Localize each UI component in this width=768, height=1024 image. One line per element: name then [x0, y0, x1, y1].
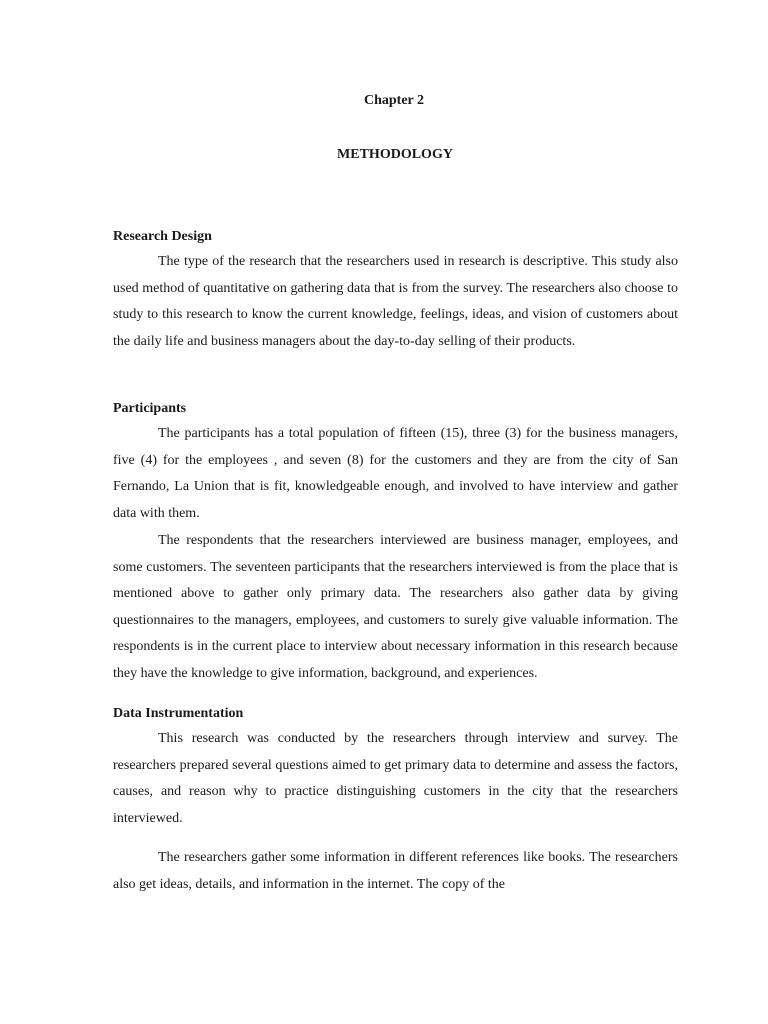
chapter-label: Chapter 2	[363, 93, 425, 108]
research-design-paragraph: The type of the research that the researchers used in research is descriptive. This study also used method of quantitative on gathering data that is from the survey. The researchers also choose to study to this research to know the current knowledge, feelings, ideas, and vision of customers about the daily life and business managers about the day-to-day selling of their products.	[113, 254, 678, 349]
data-instrumentation-paragraph-2: The researchers gather some information in different references like books. The researchers also get ideas, details, and information in the internet. The copy of the	[113, 850, 678, 892]
heading-participants: Participants	[113, 401, 187, 416]
page-title: METHODOLOGY	[337, 147, 453, 162]
heading-data-instrumentation: Data Instrumentation	[113, 706, 244, 721]
heading-research-design: Research Design	[113, 229, 212, 244]
participants-paragraph-1: The participants has a total population of fifteen (15), three (3) for the business managers, five (4) for the employees , and seven (8) for the customers and they are from the city of San Fernando, La Union that is fit, knowledgeable enough, and involved to have interview and gather data with them.	[113, 426, 678, 521]
data-instrumentation-paragraph-1: This research was conducted by the researchers through interview and survey. The researchers prepared several questions aimed to get primary data to determine and assess the factors, causes, and reason why to practice distinguishing customers in the city that the researchers interviewed.	[113, 731, 678, 826]
participants-paragraph-2: The respondents that the researchers interviewed are business manager, employees, and some customers. The seventeen participants that the researchers interviewed is from the place that is mentioned above to gather only primary data. The researchers also gather data by giving questionnaires to the managers, employees, and customers to surely give valuable information. The respondents is in the current place to interview about necessary information in this research because they have the knowledge to give information, background, and experiences.	[113, 533, 678, 681]
